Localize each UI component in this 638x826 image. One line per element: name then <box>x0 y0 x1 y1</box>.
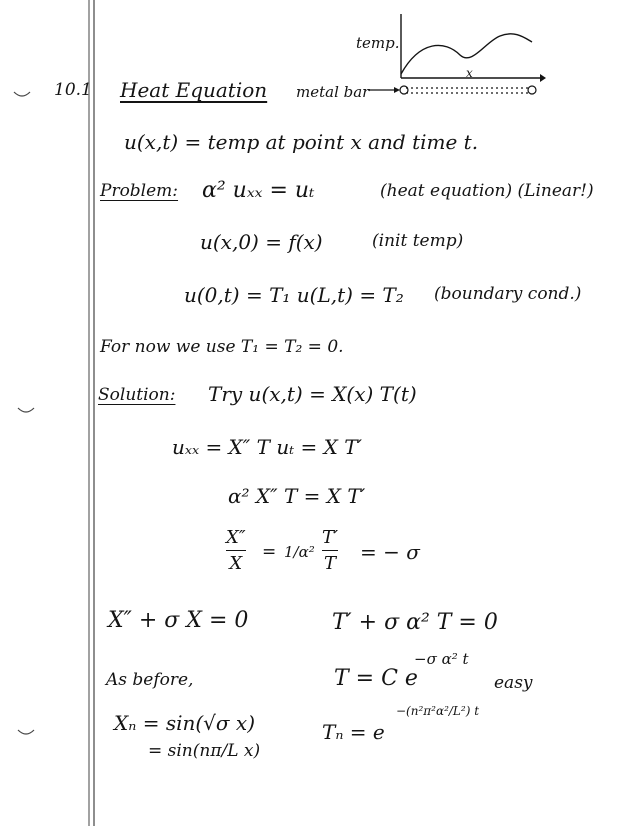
sep-left-num: X″ <box>226 527 246 548</box>
problem-label: Problem: <box>100 181 179 201</box>
xn-line-1: Xₙ = sin(√σ x) <box>114 711 255 735</box>
t-solution-exponent: −σ α² t <box>414 650 469 668</box>
as-before: As before, <box>106 670 194 690</box>
t-solution: T = C e <box>334 666 418 691</box>
tn-line: Tₙ = e <box>322 720 385 744</box>
sep-left-bar <box>226 550 246 551</box>
section-number: 10.1 <box>54 80 92 100</box>
sep-right-num: T′ <box>322 527 339 548</box>
graph-label: temp. <box>356 34 400 52</box>
solution-label: Solution: <box>98 385 176 405</box>
sep-left-fraction <box>226 527 246 574</box>
hole-mark-bottom <box>18 730 34 734</box>
bar-label: metal bar <box>296 83 370 101</box>
derivatives-line: uₓₓ = X″ T uₜ = X T′ <box>172 435 363 459</box>
sep-coefficient: 1/α² <box>284 543 315 561</box>
ode-x: X″ + σ X = 0 <box>108 608 249 633</box>
boundary-note: (boundary cond.) <box>434 284 582 304</box>
xn-line-2: = sin(nπ/L x) <box>148 741 261 761</box>
pde-note: (heat equation) (Linear!) <box>380 181 594 201</box>
hole-mark-middle <box>18 408 34 412</box>
substituted-line: α² X″ T = X T′ <box>228 484 366 508</box>
sep-right-den: T <box>324 553 337 574</box>
sep-right-fraction <box>322 527 338 574</box>
temp-graph-sketch <box>401 14 546 82</box>
easy-note: easy <box>494 673 533 693</box>
sep-left-den: X <box>229 553 243 574</box>
try-line: Try u(x,t) = X(x) T(t) <box>208 382 417 406</box>
boundary-condition: u(0,t) = T₁ u(L,t) = T₂ <box>184 283 404 307</box>
page-title: Heat Equation <box>120 78 268 102</box>
initial-note: (init temp) <box>372 231 464 251</box>
sep-equals: = <box>262 542 277 562</box>
for-now-line: For now we use T₁ = T₂ = 0. <box>100 337 344 357</box>
initial-condition: u(x,0) = f(x) <box>200 230 323 254</box>
hole-mark-top <box>14 92 30 96</box>
tn-exponent: −(n²π²α²/L²) t <box>396 704 480 718</box>
definition-line: u(x,t) = temp at point x and time t. <box>124 130 479 154</box>
graph-axis-x: x <box>466 66 473 80</box>
ode-t: T′ + σ α² T = 0 <box>332 610 498 635</box>
metal-bar-sketch <box>368 86 536 94</box>
sep-right-bar <box>322 550 338 551</box>
pde: α² uₓₓ = uₜ <box>202 178 315 203</box>
sep-tail: = − σ <box>360 540 420 564</box>
